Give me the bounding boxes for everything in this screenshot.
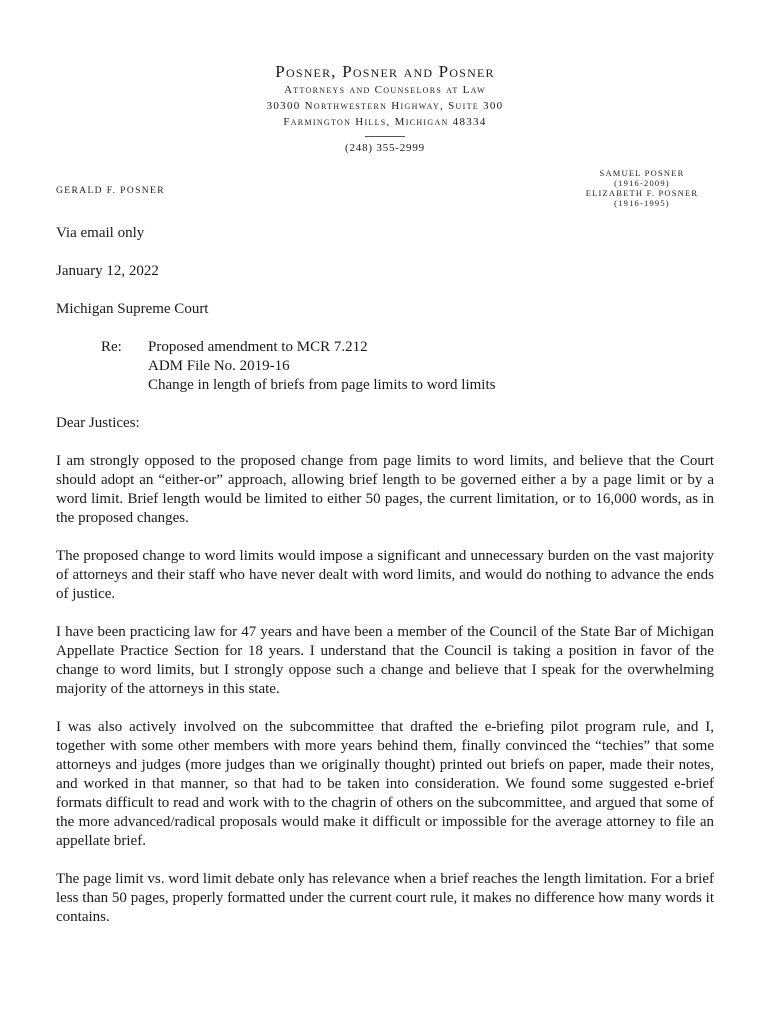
re-line: Change in length of briefs from page limits to word limits xyxy=(148,377,496,393)
letter-body xyxy=(56,224,714,946)
founder-name: ELIZABETH F. POSNER xyxy=(585,188,699,198)
firm-subtitle: Attorneys and Counselors at Law xyxy=(284,84,486,96)
address-line-2: Farmington Hills, Michigan 48334 xyxy=(283,116,487,128)
paragraph: The page limit vs. word limit debate only has relevance when a brief reaches the length limitation. For a brief less than 50 pages, properly formatted under the current court rule, it makes no difference how many words it contains. xyxy=(56,871,714,925)
re-lines xyxy=(148,338,495,395)
attorney-name: GERALD F. POSNER xyxy=(56,186,165,196)
paragraph: The proposed change to word limits would impose a significant and unnecessary burden on the vast majority of attorneys and their staff who have never dealt with word limits, and would do nothing to advance the ends of justice. xyxy=(56,548,714,602)
salutation: Dear Justices: xyxy=(56,415,140,431)
firm-name: Posner, Posner and Posner xyxy=(275,62,495,81)
letter-date: January 12, 2022 xyxy=(56,263,159,279)
re-line: Proposed amendment to MCR 7.212 xyxy=(148,339,368,355)
founders-block xyxy=(572,168,712,208)
subject-block xyxy=(56,338,714,395)
founder-name: SAMUEL POSNER xyxy=(599,168,685,178)
recipient: Michigan Supreme Court xyxy=(56,301,209,317)
letterhead-divider xyxy=(365,136,405,137)
firm-phone: (248) 355-2999 xyxy=(345,142,425,154)
founder-years: (1916-2009) xyxy=(614,178,670,188)
delivery-method: Via email only xyxy=(56,225,145,241)
paragraph: I was also actively involved on the subcommittee that drafted the e-briefing pilot program rule, and I, together with some other members with more years behind them, finally convinced the “techies” that some attorneys and judges (more judges than we originally thought) printed out briefs on paper, made their notes, and worked in that manner, so that had to be taken into consideration. We found some suggested e-brief formats difficult to read and work with to the chagrin of others on the subcommittee, and argued that some of the more advanced/radical proposals would make it difficult or impossible for the average attorney to file an appellate brief. xyxy=(56,719,714,849)
address-line-1: 30300 Northwestern Highway, Suite 300 xyxy=(266,100,504,112)
re-label: Re: xyxy=(101,339,122,355)
founder-years: (1916-1995) xyxy=(614,198,670,208)
paragraph: I am strongly opposed to the proposed change from page limits to word limits, and believe that the Court should adopt an “either-or” approach, allowing brief length to be governed either a by a page limit or by a word limit. Brief length would be limited to either 50 pages, the current limitation, or to 16,000 words, as in the proposed changes. xyxy=(56,453,714,526)
re-line: ADM File No. 2019-16 xyxy=(148,358,290,374)
letterhead xyxy=(0,62,770,155)
paragraph: I have been practicing law for 47 years and have been a member of the Council of the State Bar of Michigan Appellate Practice Section for 18 years. I understand that the Council is taking a position in favor of the change to word limits, but I strongly oppose such a change and believe that I speak for the overwhelming majority of the attorneys in this state. xyxy=(56,624,714,697)
